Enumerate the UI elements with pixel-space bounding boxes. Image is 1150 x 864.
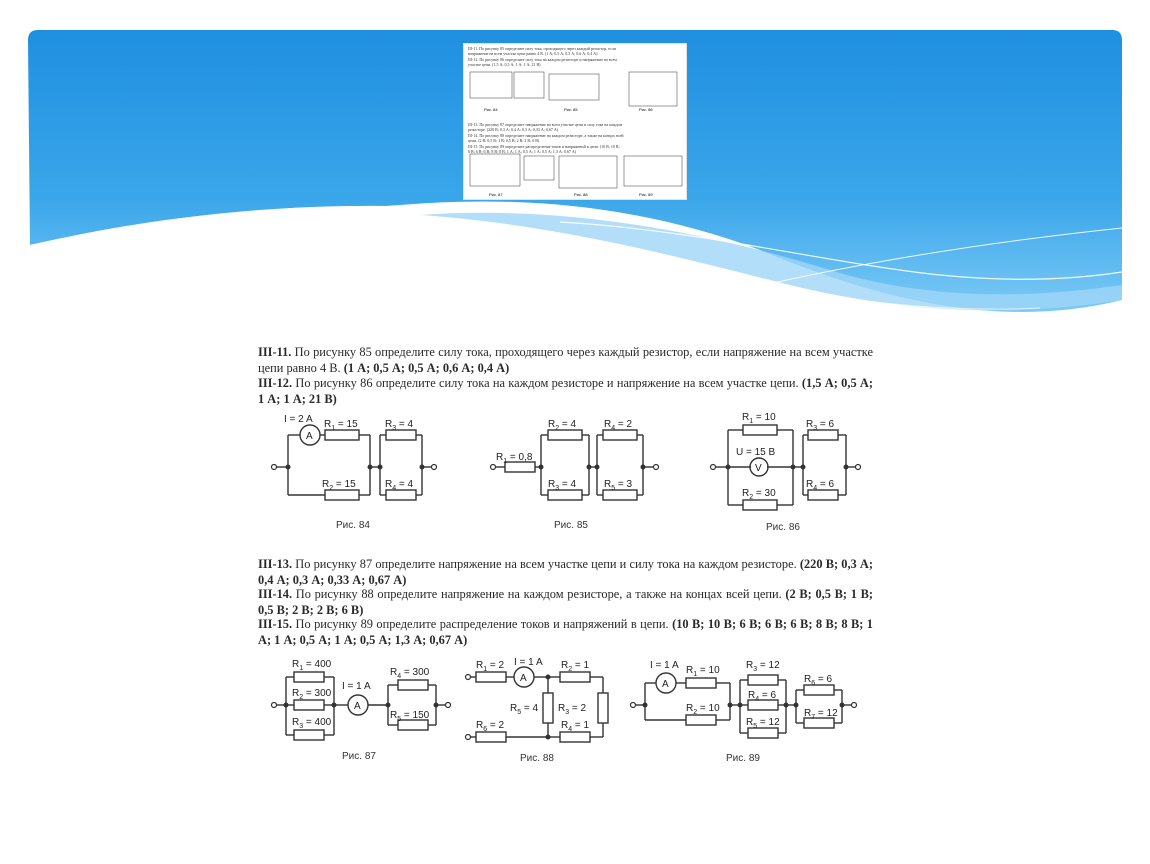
thumb-line: резисторе. (220 В; 0,3 А; 0,4 А; 0,3 А; 0,33 А; 0,67 А) — [468, 127, 559, 132]
problem-id: III-13. — [258, 557, 293, 571]
problem-id: III-11. — [258, 345, 292, 359]
thumb-line: участке цепи. (1,5 А; 0,5 А; 1 А; 1 А; 21 В) — [468, 62, 541, 67]
problem-text: По рисунку 88 определите напряжение на каждом резисторе, а также на концах всей цепи. — [292, 587, 786, 601]
fig84-r4-label: $R_4 = 4$ — [385, 479, 414, 492]
fig88-r3-label: $R_3 = 2$ — [558, 703, 587, 716]
problem-sheet — [258, 330, 873, 770]
thumb-caption: Рис. 84 — [484, 107, 498, 112]
fig88-ammeter-symbol: A — [520, 673, 527, 684]
problem-answer: (10 В; 10 В; 6 В; 6 В; 6 В; 8 В; 8 В; 1 А; 1 А; 0,5 А; 1 А; 0,5 А; 1,3 А; 0,67 А) — [258, 617, 873, 647]
problem-text: По рисунку 87 определите напряжение на всем участке цепи и силу тока на каждом резисторе. — [292, 557, 800, 571]
fig89-ammeter-symbol: A — [662, 679, 669, 690]
fig84-ammeter-symbol: A — [306, 431, 313, 442]
problem-answer: (220 В; 0,3 А; 0,4 А; 0,3 А; 0,33 А; 0,67 А) — [258, 557, 873, 587]
fig89-r5-label: $R_5 = 12$ — [746, 717, 780, 730]
figures-row-2 — [258, 655, 873, 770]
problem-text: По рисунку 85 определите силу тока, проходящего через каждый резистор, если напряжение на всем участке цепи равно 4 В. — [258, 345, 873, 375]
thumb-caption: Рис. 86 — [639, 107, 653, 112]
fig85-caption: Рис. 85 — [554, 520, 588, 531]
fig89-r6-label: $R_6 = 6$ — [804, 674, 833, 687]
thumb-line: III-11. По рисунку 85 определите силу тока, проходящего через каждый резистор, если — [468, 46, 616, 51]
fig89-r4-label: $R_4 = 6$ — [748, 690, 777, 703]
fig89-r2-label: $R_2 = 10$ — [686, 703, 720, 716]
problem-id: III-12. — [258, 376, 293, 390]
problem-answer: (2 В; 0,5 В; 1 В; 0,5 В; 2 В; 2 В; 6 В) — [258, 587, 874, 617]
fig88-r4-label: $R_4 = 1$ — [561, 720, 590, 733]
problem-III-14 — [258, 587, 873, 618]
problem-text: По рисунку 89 определите распределение токов и напряжений в цепи. — [292, 617, 673, 631]
fig87-r3-label: $R_3 = 400$ — [292, 717, 332, 730]
problem-id: III-14. — [258, 587, 293, 601]
fig87-r4-label: $R_4 = 300$ — [390, 667, 430, 680]
problem-III-13 — [258, 557, 873, 588]
problem-id: III-15. — [258, 617, 293, 631]
fig86-r2-label: $R_2 = 30$ — [742, 488, 776, 501]
fig86-voltage-label: U = 15 B — [736, 447, 776, 458]
fig88-caption: Рис. 88 — [520, 753, 554, 764]
thumb-caption: Рис. 85 — [564, 107, 578, 112]
thumb-line: цепи. (2 В; 0,5 В; 1 В; 0,5 В; 2 В; 2 В; 6 В) — [468, 138, 540, 143]
thumb-line: III-14. По рисунку 88 определите напряжение на каждом резисторе, а также на концах всей — [468, 133, 624, 138]
fig85-r1-label: $R_1 = 0,8$ — [496, 452, 533, 465]
fig89-r1-label: $R_1 = 10$ — [686, 665, 720, 678]
thumb-line: III-12. По рисунку 86 определите силу тока на каждом резисторе и напряжение на всем — [468, 57, 617, 62]
problem-sheet-thumbnail — [463, 43, 687, 200]
fig88-r6-label: $R_6 = 2$ — [476, 720, 505, 733]
problem-III-11 — [258, 345, 873, 376]
fig89-r3-label: $R_3 = 12$ — [746, 660, 780, 673]
fig88-r5-label: $R_5 = 4$ — [510, 703, 539, 716]
fig87-r1-label: $R_1 = 400$ — [292, 659, 332, 672]
fig89-current-label: I = 1 A — [650, 660, 679, 671]
fig84-r1-label: $R_1 = 15$ — [324, 419, 358, 432]
fig88-current-label: I = 1 A — [514, 657, 543, 668]
fig87-ammeter-symbol: A — [354, 701, 361, 712]
thumb-line: напряжение на всем участке цепи равно 4 В. (1 А; 0,5 А; 0,5 А; 0,6 А; 0,4 А) — [468, 51, 598, 56]
fig86-r3-label: $R_3 = 6$ — [806, 419, 835, 432]
figures-row-1 — [258, 410, 873, 540]
fig89-caption: Рис. 89 — [726, 753, 760, 764]
fig88-r1-label: $R_1 = 2$ — [476, 660, 505, 673]
thumb-caption: Рис. 89 — [639, 192, 653, 197]
fig87-r2-label: $R_2 = 300$ — [292, 688, 332, 701]
fig85-r4-label: $R_4 = 2$ — [604, 419, 633, 432]
thumb-caption: Рис. 87 — [489, 192, 503, 197]
fig89-r7-label: $R_7 = 12$ — [804, 708, 838, 721]
fig86-voltmeter-symbol: V — [755, 463, 762, 474]
thumb-caption: Рис. 88 — [574, 192, 588, 197]
problem-III-15 — [258, 617, 873, 648]
fig87-caption: Рис. 87 — [342, 751, 376, 762]
fig84-caption: Рис. 84 — [336, 520, 370, 531]
fig84-r2-label: $R_2 = 15$ — [322, 479, 356, 492]
fig88-r2-label: $R_2 = 1$ — [561, 660, 590, 673]
fig85-r5-label: $R_5 = 3$ — [604, 479, 633, 492]
problem-answer: (1 А; 0,5 А; 0,5 А; 0,6 А; 0,4 А) — [343, 360, 510, 375]
fig87-current-label: I = 1 A — [342, 681, 371, 692]
problem-text: По рисунку 86 определите силу тока на каждом резисторе и напряжение на всем участке цепи. — [292, 376, 802, 390]
thumb-line: 6 В; 6 В; 6 В; 8 В; 8 В; 1 А; 1 А; 0,5 А; 1 А; 0,5 А; 1,3 А; 0,67 А) — [468, 149, 577, 154]
problem-answer: (1,5 А; 0,5 А; 1 А; 1 А; 21 В) — [258, 376, 874, 406]
fig87-r5-label: $R_5 = 150$ — [390, 710, 430, 723]
fig85-r3-label: $R_3 = 4$ — [548, 479, 577, 492]
thumb-line: III-13. По рисунку 87 определите напряжение на всем участке цепи и силу тока на каждом — [468, 122, 623, 127]
fig86-r4-label: $R_4 = 6$ — [806, 479, 835, 492]
thumb-line: III-15. По рисунку 89 определите распределение токов и напряжений в цепи. (10 В; 10 В; — [468, 144, 620, 149]
problem-III-12 — [258, 376, 873, 407]
fig84-current-label: I = 2 A — [284, 414, 313, 425]
fig86-caption: Рис. 86 — [766, 522, 800, 533]
fig85-r2-label: $R_2 = 4$ — [548, 419, 577, 432]
fig86-r1-label: $R_1 = 10$ — [742, 412, 776, 425]
fig84-r3-label: $R_3 = 4$ — [385, 419, 414, 432]
